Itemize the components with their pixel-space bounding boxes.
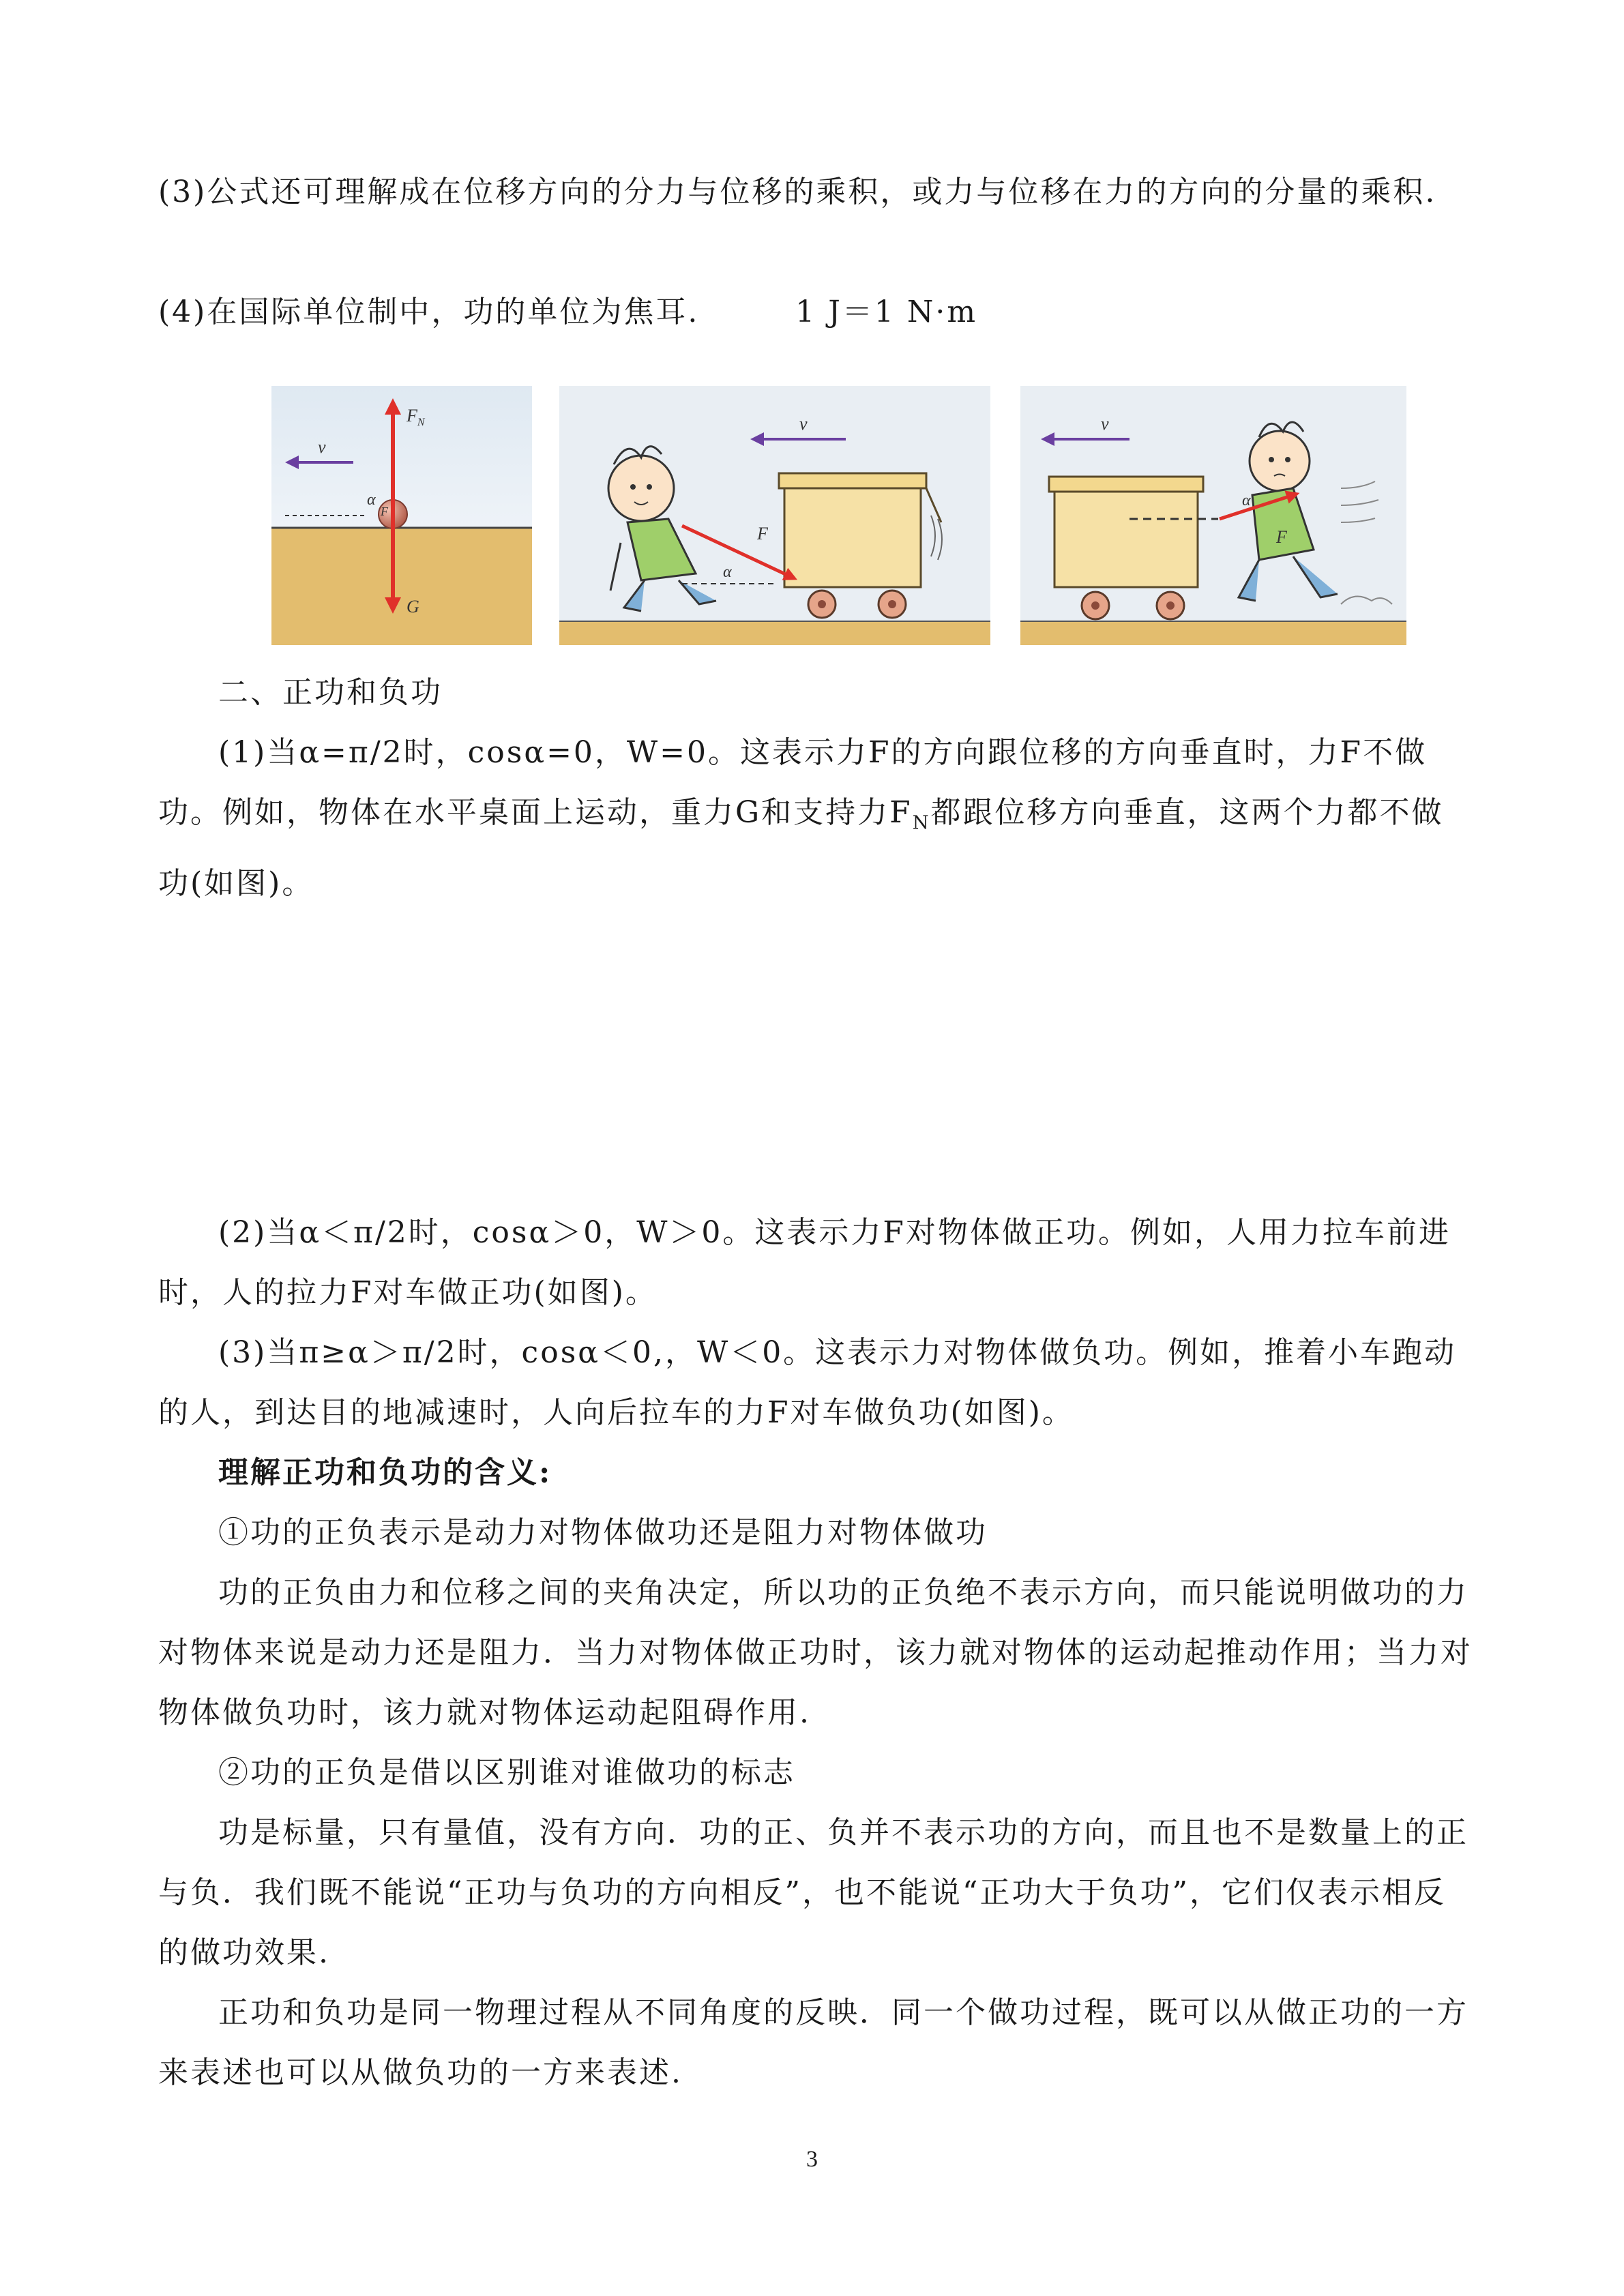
paragraph-case-negative: (3)当π≥α＞π/2时，cosα＜0,，W＜0。这表示力对物体做负功。例如，推着小车跑动的人，到达目的地减速时，人向后拉车的力F对车做负功(如图)。 bbox=[158, 1335, 1457, 1430]
page-number: 3 bbox=[806, 2147, 818, 2172]
paragraph-formula-interpretation: (3)公式还可理解成在位移方向的分力与位移的乘积，或力与位移在力的方向的分量的乘积. bbox=[158, 175, 1437, 209]
force-label: F bbox=[381, 505, 388, 518]
pulling-cart-diagram bbox=[559, 386, 990, 645]
braking-cart-diagram bbox=[1020, 386, 1406, 645]
normal-force-label: $F_N$ bbox=[407, 406, 425, 428]
heading-meaning: 理解正功和负功的含义: bbox=[218, 1455, 552, 1490]
point-two-title: ②功的正负是借以区别谁对谁做功的标志 bbox=[218, 1755, 795, 1790]
ball-diagram bbox=[271, 386, 532, 645]
velocity-label: v bbox=[1101, 414, 1109, 434]
angle-label: α bbox=[1242, 492, 1251, 509]
force-label: F bbox=[1276, 527, 1287, 547]
paragraph-case-perpendicular: (1)当α=π/2时，cosα=0，W=0。这表示力F的方向跟位移的方向垂直时，力F不做功。例如，物体在水平桌面上运动，重力G和支持力$F_N$都跟位移方向垂直，这两个力都不做功(如图)。 bbox=[158, 735, 1444, 901]
point-three-body: 正功和负功是同一物理过程从不同角度的反映．同一个做功过程，既可以从做正功的一方来表述也可以从做负功的一方来表述. bbox=[158, 1995, 1468, 2090]
figure-braking-cart bbox=[1020, 386, 1406, 645]
paragraph-unit-joule: (4)在国际单位制中，功的单位为焦耳. 1 J＝1 N·m bbox=[158, 295, 978, 329]
velocity-label: v bbox=[799, 414, 808, 434]
paragraph-case-positive: (2)当α＜π/2时，cosα＞0，W＞0。这表示力F对物体做正功。例如，人用力拉车前进时，人的拉力F对车做正功(如图)。 bbox=[158, 1215, 1451, 1310]
velocity-label: v bbox=[318, 437, 326, 457]
force-label: F bbox=[757, 524, 768, 543]
point-two-body: 功是标量，只有量值，没有方向．功的正、负并不表示功的方向，而且也不是数量上的正与负．我们既不能说“正功与负功的方向相反”，也不能说“正功大于负功”，它们仅表示相反的做功效果. bbox=[158, 1815, 1468, 1970]
point-one-title: ①功的正负表示是动力对物体做功还是阻力对物体做功 bbox=[218, 1515, 988, 1550]
figure-perpendicular-force bbox=[271, 386, 532, 645]
angle-label: α bbox=[723, 563, 732, 581]
figure-pulling-cart bbox=[559, 386, 990, 645]
angle-label: α bbox=[367, 491, 376, 509]
gravity-label: G bbox=[407, 597, 419, 616]
section-title-positive-negative-work: 二、正功和负功 bbox=[218, 675, 443, 710]
point-one-body: 功的正负由力和位移之间的夹角决定，所以功的正负绝不表示方向，而只能说明做功的力对物体来说是动力还是阻力．当力对物体做正功时，该力就对物体的运动起推动作用；当力对物体做负功时，该力就对物体运动起阻碍作用. bbox=[158, 1575, 1473, 1730]
